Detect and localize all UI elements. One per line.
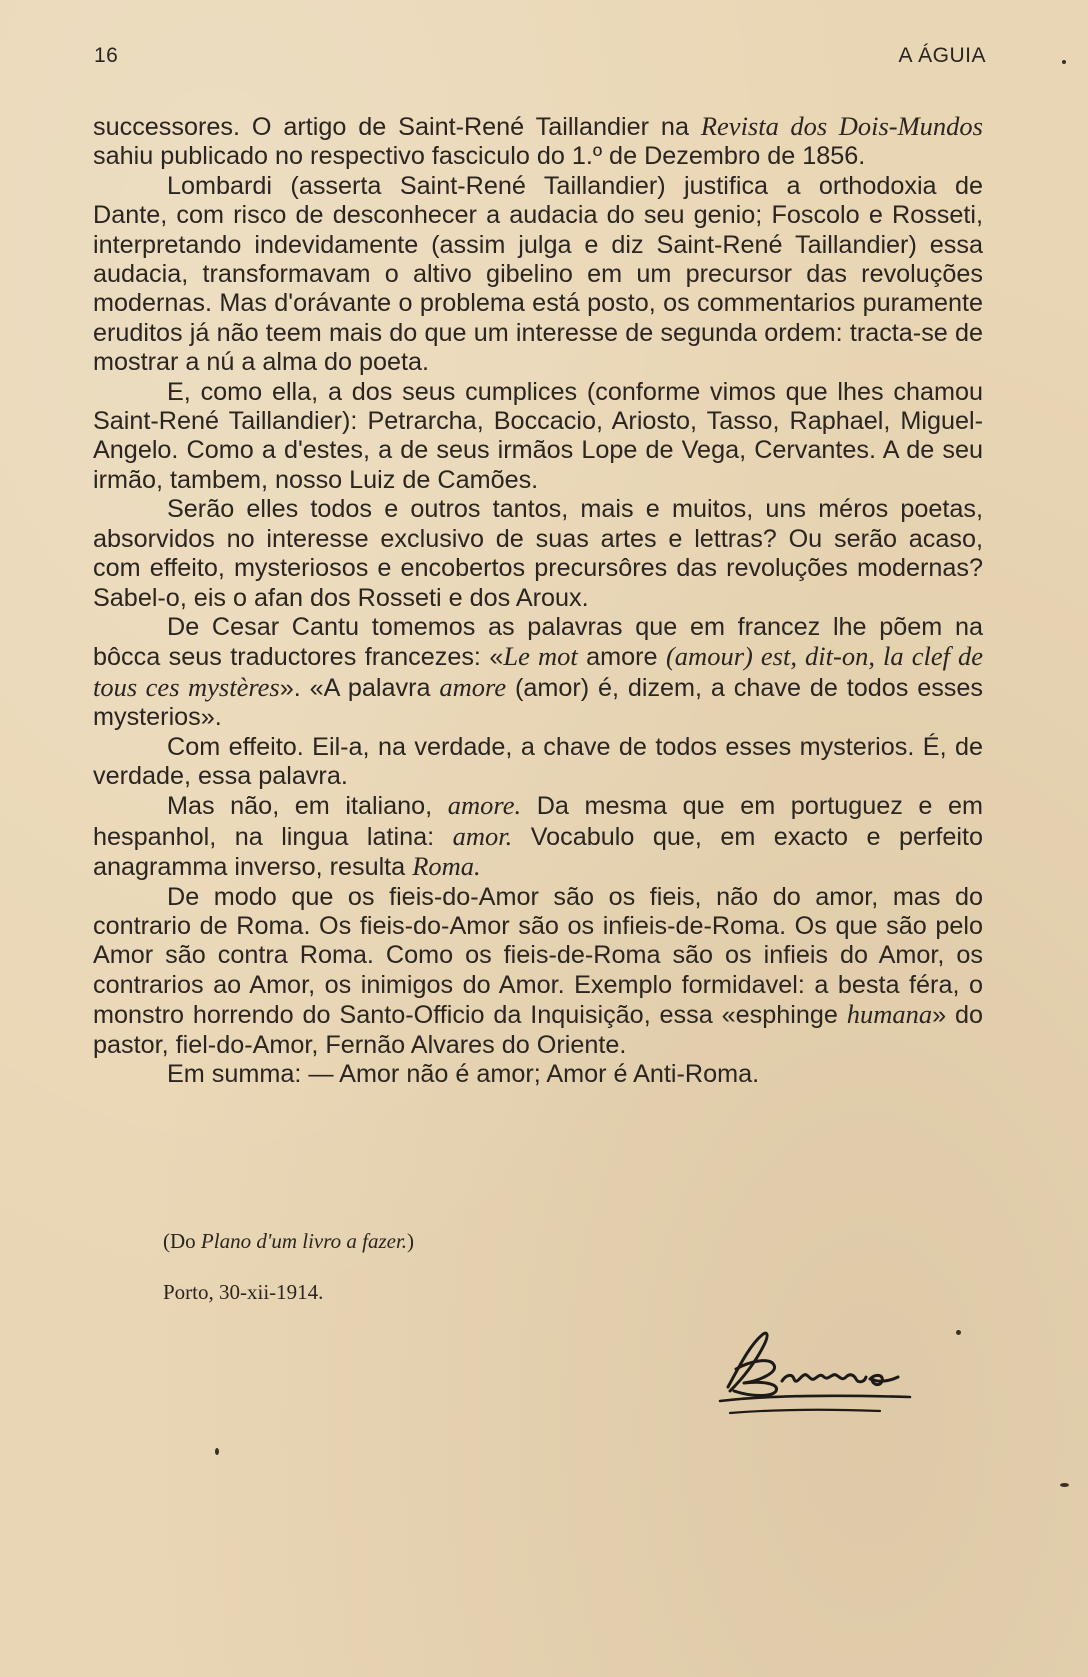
- body-text: [93, 112, 983, 1089]
- handwritten-signature: [700, 1325, 930, 1425]
- paragraph: [93, 172, 983, 378]
- source-note-title: Plano d'um livro a fazer.: [200, 1229, 408, 1253]
- text-run: Mas não, em italiano,: [167, 792, 448, 821]
- page-number: 16: [94, 44, 119, 67]
- paragraph: [93, 495, 983, 613]
- text-run: ». «A palavra: [279, 673, 440, 702]
- text-run: Serão elles todos e outros tantos, mais e muitos, uns méros poetas, absorvidos no interesse exclusivo de suas artes e lettras? Ou serão acaso, com effeito, mysteriosos e encobertos precursôres das revoluções modernas? Sabel-o, eis o afan dos Rosseti e dos Aroux.: [93, 495, 983, 612]
- ink-speck: [956, 1330, 961, 1335]
- paragraph: [93, 112, 983, 172]
- text-run: E, como ella, a dos seus cumplices (conforme vimos que lhes chamou Saint-René Taillandier): Petrarcha, Boccacio, Ariosto, Tasso, Raphael, Miguel-Angelo. Como a d'estes, a de seus irmãos Lope de Vega, Cervantes. A de seu irmão, tambem, nosso Luiz de Camões.: [93, 377, 983, 494]
- source-note-close: ): [407, 1229, 415, 1253]
- source-note: [163, 1229, 414, 1254]
- paragraph: [93, 613, 983, 733]
- italic-text: humana: [846, 999, 933, 1030]
- text-run: successores. O artigo de Saint-René Taillandier na: [93, 113, 701, 141]
- text-run: Em summa: — Amor não é amor; Amor é Anti-Roma.: [167, 1060, 760, 1088]
- paragraph: [93, 378, 983, 496]
- text-run: sahiu publicado no respectivo fasciculo do 1.º de Dezembro de 1856.: [93, 142, 866, 171]
- journal-title: A ÁGUIA: [898, 44, 986, 67]
- text-run: (amor) é, dizem, a chave de todos esses mysterios».: [93, 673, 983, 732]
- ink-speck: [1062, 60, 1066, 64]
- paragraph: [93, 883, 983, 1060]
- running-head: [94, 44, 986, 78]
- italic-text: amor.: [452, 820, 513, 851]
- text-run: Lombardi (asserta Saint-René Taillandier) justifica a orthodoxia de Dante, com risco de desconhecer a audacia do seu genio; Foscolo e Rosseti, interpretando indevidamente (assim julga e diz Saint-René Taillandier) essa audacia, transformavam o altivo gibelino em um precursor das revoluções modernas. Mas d'orávante o problema está posto, os commentarios puramente eruditos já não teem mais do que um interesse de segunda ordem: tracta-se de mostrar a nú a alma do poeta.: [93, 171, 983, 377]
- text-run: » do pastor, fiel-do-Amor, Fernão Alvares do Oriente.: [93, 1001, 983, 1059]
- text-run: De modo que os fieis-do-Amor são os fieis, não do amor, mas do contrario de Roma. Os fieis-do-Amor são os infieis-de-Roma. Os que são pelo Amor são contra Roma. Como os fieis-de-Roma são os infieis do Amor, os contrarios ao Amor, os inimigos do Amor. Exemplo formidavel: a besta féra, o monstro horrendo do Santo-Officio da Inquisição, essa «esphinge: [93, 882, 983, 1030]
- ink-speck: [215, 1448, 219, 1455]
- text-run: Com effeito. Eil-a, na verdade, a chave de todos esses mysterios. É, de verdade, essa palavra.: [93, 732, 983, 790]
- italic-text: Roma.: [412, 851, 481, 882]
- paragraph: [93, 791, 983, 882]
- italic-text: amore.: [447, 790, 522, 821]
- italic-text: (amour) est, dit-on, la clef de tous ces mystères: [93, 641, 984, 702]
- place-date: Porto, 30-xii-1914.: [163, 1280, 324, 1304]
- text-run: De Cesar Cantu tomemos as palavras que em francez lhe põem na bôcca seus traductores francezes: «: [93, 612, 983, 672]
- paragraph: [93, 733, 983, 792]
- italic-text: amore: [439, 671, 507, 702]
- text-run: Vocabulo que, em exacto e perfeito anagramma inverso, resulta: [93, 822, 983, 882]
- text-run: Da mesma que em portuguez e em hespanhol, na lingua latina:: [93, 792, 984, 851]
- ink-speck: [1060, 1483, 1069, 1487]
- italic-text: Le mot: [503, 641, 578, 672]
- paragraph: [93, 1060, 983, 1089]
- source-note-open: (Do: [163, 1229, 201, 1253]
- italic-text: Revista dos Dois-Mundos: [700, 111, 983, 141]
- text-run: amore: [577, 643, 666, 672]
